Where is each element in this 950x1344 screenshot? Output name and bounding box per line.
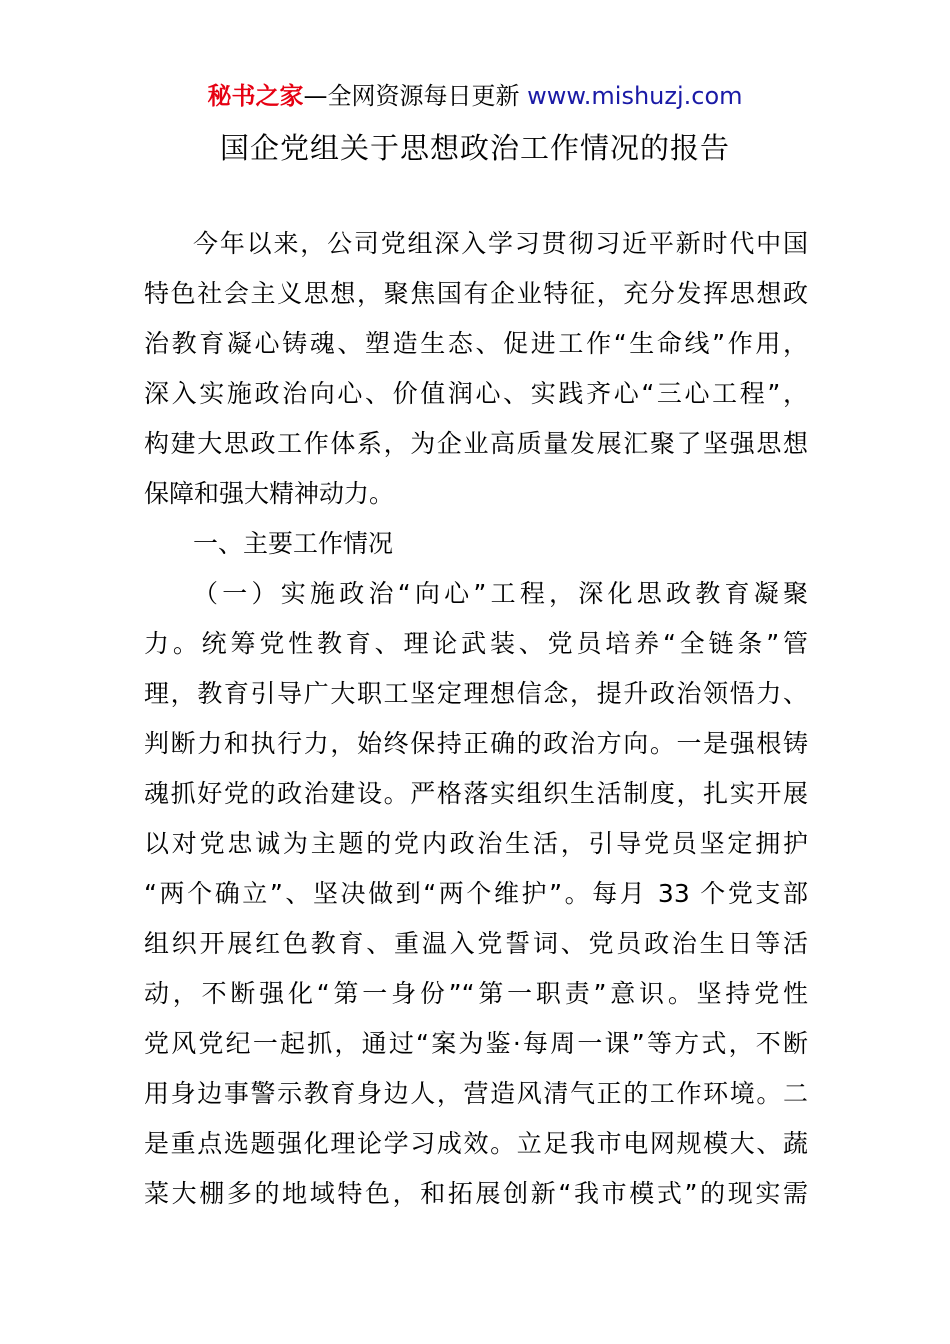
- body-line: 组织开展红色教育、重温入党誓词、党员政治生日等活: [144, 929, 808, 958]
- document-title: 国企党组关于思想政治工作情况的报告: [219, 131, 730, 165]
- subsection-heading: （一）实施政治“向心”工程，深化思政教育凝聚: [193, 579, 808, 608]
- brand-name: 秘书之家: [207, 82, 304, 110]
- body-line: 构建大思政工作体系，为企业高质量发展汇聚了坚强思想: [144, 429, 808, 458]
- body-line: 以对党忠诚为主题的党内政治生活，引导党员坚定拥护: [144, 829, 808, 858]
- body-line: 动，不断强化“第一身份”“第一职责”意识。坚持党性: [144, 979, 808, 1008]
- body-line: 魂抓好党的政治建设。严格落实组织生活制度，扎实开展: [144, 779, 808, 808]
- body-line: 理，教育引导广大职工坚定理想信念，提升政治领悟力、: [144, 679, 808, 708]
- body-line: 用身边事警示教育身边人，营造风清气正的工作环境。二: [144, 1079, 808, 1108]
- body-line: 是重点选题强化理论学习成效。立足我市电网规模大、蔬: [144, 1129, 808, 1158]
- body-line: 保障和强大精神动力。: [144, 479, 395, 508]
- body-line: 判断力和执行力，始终保持正确的政治方向。一是强根铸: [144, 729, 808, 758]
- website-link[interactable]: www.mishuzj.com: [527, 82, 743, 110]
- body-line: 今年以来，公司党组深入学习贯彻习近平新时代中国: [193, 229, 808, 258]
- body-line: 党风党纪一起抓，通过“案为鉴·每周一课”等方式，不断: [144, 1029, 808, 1058]
- body-line: 治教育凝心铸魂、塑造生态、促进工作“生命线”作用，: [144, 329, 808, 358]
- site-header: [0, 80, 950, 112]
- body-line: 力。统筹党性教育、理论武装、党员培养“全链条”管: [144, 629, 808, 658]
- body-line: 菜大棚多的地域特色，和拓展创新“我市模式”的现实需: [144, 1179, 808, 1208]
- body-line: 特色社会主义思想，聚焦国有企业特征，充分发挥思想政: [144, 279, 808, 308]
- header-tagline: —全网资源每日更新: [303, 82, 520, 110]
- body-line: 深入实施政治向心、价值润心、实践齐心“三心工程”，: [144, 379, 808, 408]
- section-heading: 一、主要工作情况: [193, 529, 394, 558]
- body-line: “两个确立”、坚决做到“两个维护”。每月 33 个党支部: [144, 879, 808, 908]
